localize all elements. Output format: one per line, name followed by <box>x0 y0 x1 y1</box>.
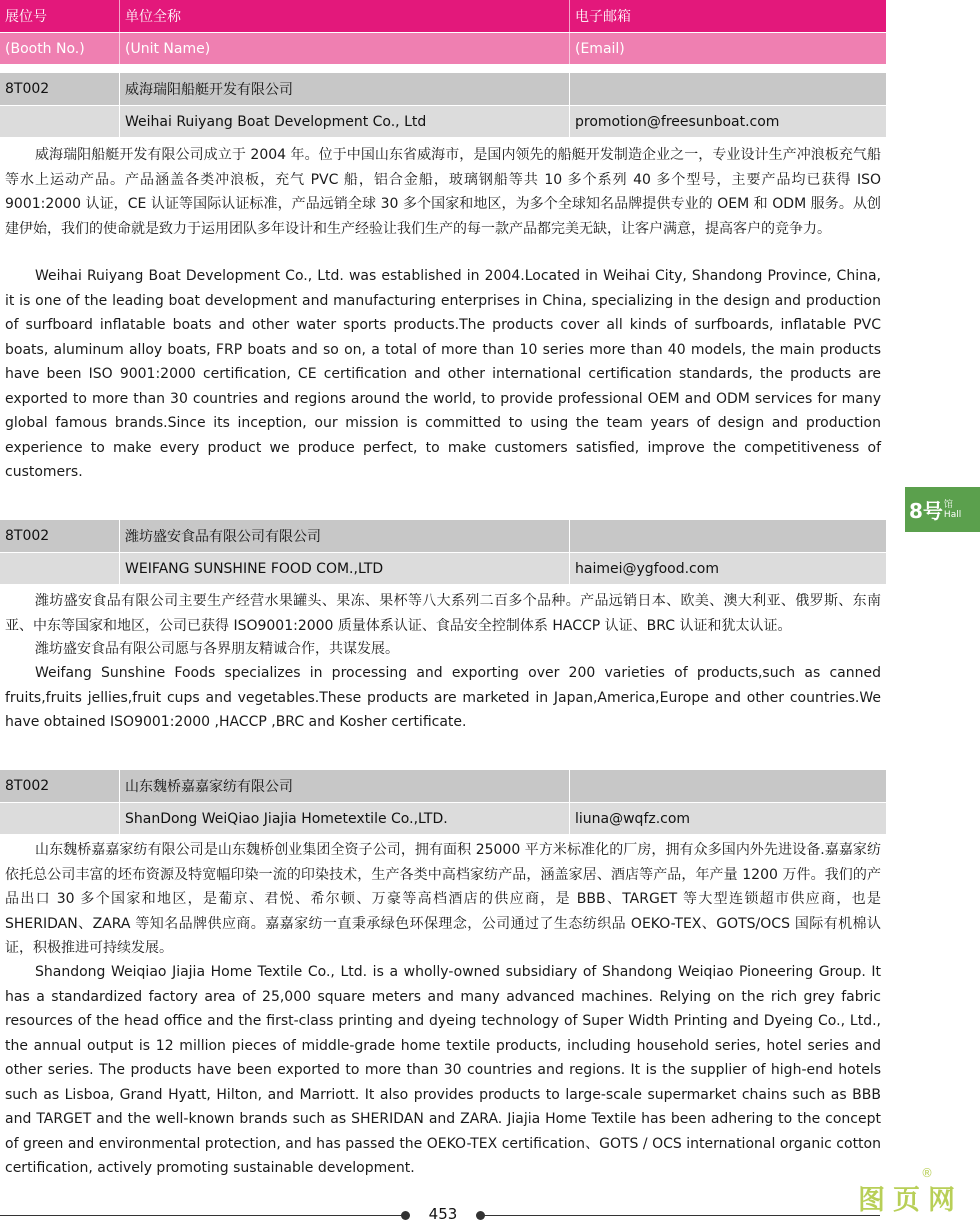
exhibitor-entry-2 <box>0 520 886 584</box>
unit-name-cn: 潍坊盛安食品有限公司有限公司 <box>120 520 570 552</box>
header-booth-en: (Booth No.) <box>0 33 120 64</box>
hall-number: 8号 <box>909 499 943 523</box>
booth-empty <box>0 106 120 137</box>
table-header <box>0 0 886 64</box>
entry-row-en <box>0 803 886 834</box>
entry-row-cn <box>0 770 886 802</box>
header-row-en <box>0 33 886 64</box>
hall-tab <box>905 487 980 532</box>
entry-row-en <box>0 553 886 584</box>
exhibitor-entry-3 <box>0 770 886 834</box>
unit-name-cn: 威海瑞阳船艇开发有限公司 <box>120 73 570 105</box>
exhibitor-entry-1 <box>0 73 886 137</box>
email-empty <box>570 73 886 105</box>
description-en: Weifang Sunshine Foods specializes in processing and exporting over 200 varieties of products,such as canned fruits,fruits jellies,fruit cups and vegetables.These products are marketed in Japan,America,Europe and other countries.We have obtained ISO9001:2000 ,HACCP ,BRC and Kosher certificate. <box>5 665 881 730</box>
entry-row-cn <box>0 73 886 105</box>
watermark-logo: 图页网 <box>858 1185 963 1216</box>
description-cn: 山东魏桥嘉嘉家纺有限公司是山东魏桥创业集团全资子公司，拥有面积 25000 平方米标准化的厂房，拥有众多国内外先进设备.嘉嘉家纺依托总公司丰富的坯布资源及特宽幅印染一流的印染技术，生产各类中高档家纺产品，涵盖家居、酒店等产品，年产量 1200 万件。我们的产品出口 30 多个国家和地区，是葡京、君悦、希尔顿、万豪等高档酒店的供应商，是 BBB、TARGET 等大型连锁超市供应商，也是 SHERIDAN、ZARA 等知名品牌供应商。嘉嘉家纺一直秉承绿色环保理念，公司通过了生态纺织品 OEKO-TEX、GOTS/OCS 国际有机棉认证，积极推进可持续发展。 <box>5 842 881 956</box>
unit-name-en: Weihai Ruiyang Boat Development Co., Ltd <box>120 106 570 137</box>
email-address[interactable]: promotion@freesunboat.com <box>575 113 780 130</box>
unit-name-cn: 山东魏桥嘉嘉家纺有限公司 <box>120 770 570 802</box>
header-booth-cn: 展位号 <box>0 0 120 32</box>
unit-name-en: WEIFANG SUNSHINE FOOD COM.,LTD <box>120 553 570 584</box>
unit-name-en: ShanDong WeiQiao Jiajia Hometextile Co.,LTD. <box>120 803 570 834</box>
header-email-cn: 电子邮箱 <box>575 9 631 25</box>
footer-rule-right <box>482 1215 880 1216</box>
email-empty <box>570 520 886 552</box>
hall-label-cn: 馆 <box>943 499 953 510</box>
description-en: Weihai Ruiyang Boat Development Co., Ltd. was established in 2004.Located in Weihai City, Shandong Province, China, it is one of the leading boat development and manufacturing enterprises in China, specializing in the design and production of surfboard inflatable boats and other water sports products.The products cover all kinds of surfboards, inflatable PVC boats, aluminum alloy boats, FRP boats and so on, a total of more than 10 series more than 40 models, the main products have been ISO 9001:2000 certification, CE certification and other international certification standards, the products are exported to more than 30 countries and regions around the world, to provide professional OEM and ODM services for many global famous brands.Since its inception, our mission is committed to using the team years of design and production experience to make every product we produce perfect, to make customers satisfied, improve the competitiveness of customers. <box>5 268 881 480</box>
header-row-cn <box>0 0 886 32</box>
description-cn: 威海瑞阳船艇开发有限公司成立于 2004 年。位于中国山东省威海市，是国内领先的船艇开发制造企业之一，专业设计生产冲浪板充气船等水上运动产品。产品涵盖各类冲浪板，充气 PVC 船，铝合金船，玻璃钢船等共 10 多个系列 40 多个型号，主要产品均已获得 ISO 9001:2000 认证，CE 认证等国际认证标准，产品远销全球 30 多个国家和地区，为多个全球知名品牌提供专业的 OEM 和 ODM 服务。从创建伊始，我们的使命就是致力于运用团队多年设计和生产经验让我们生产的每一款产品都完美无缺，让客户满意，提高客户的竞争力。 <box>5 147 881 237</box>
registered-mark: ® <box>921 1166 933 1180</box>
email-address[interactable]: liuna@wqfz.com <box>575 810 691 827</box>
header-unit-en: (Unit Name) <box>120 33 570 64</box>
booth-number: 8T002 <box>0 73 120 105</box>
entry-row-cn <box>0 520 886 552</box>
email-empty <box>570 770 886 802</box>
header-unit-cn: 单位全称 <box>120 0 570 32</box>
description-cn: 潍坊盛安食品有限公司主要生产经营水果罐头、果冻、果杯等八大系列二百多个品种。产品远销日本、欧美、澳大利亚、俄罗斯、东南亚、中东等国家和地区，公司已获得 ISO9001:2000 质量体系认证、食品安全控制体系 HACCP 认证、BRC 认证和犹太认证。 <box>5 593 881 634</box>
page-number: 453 <box>428 1205 458 1223</box>
entry-row-en <box>0 106 886 137</box>
booth-empty <box>0 803 120 834</box>
footer-rule-left <box>0 1215 405 1216</box>
booth-empty <box>0 553 120 584</box>
footer-dot-left <box>401 1211 410 1220</box>
hall-label-en: Hall <box>943 509 962 520</box>
booth-number: 8T002 <box>0 520 120 552</box>
hall-label <box>944 500 961 520</box>
description-en: Shandong Weiqiao Jiajia Home Textile Co., Ltd. is a wholly-owned subsidiary of Shandong Weiqiao Pioneering Group. It has a standardized factory area of 25,000 square meters and many advanced machines. Relying on the rich grey fabric resources of the head office and the first-class printing and dyeing technology of Super Width Printing and Dyeing Co., Ltd., the annual output is 12 million pieces of middle-grade home textile products, including household series, hotel series and other series. The products have been exported to more than 30 countries and regions. It is the supplier of high-end hotels such as Lisboa, Grand Hyatt, Hilton, and Marriott. It also provides products to large-scale supermarket chains such as BBB and TARGET and the well-known brands such as SHERIDAN and ZARA. Jiajia Home Textile has been adhering to the concept of green and environmental protection, and has passed the OEKO-TEX certification、GOTS / OCS international organic cotton certification, actively promoting sustainable development. <box>5 964 881 1176</box>
header-email-en: (Email) <box>575 40 625 57</box>
email-address[interactable]: haimei@ygfood.com <box>575 560 719 577</box>
description-cn-2: 潍坊盛安食品有限公司愿与各界朋友精诚合作，共谋发展。 <box>35 641 399 657</box>
booth-number: 8T002 <box>0 770 120 802</box>
